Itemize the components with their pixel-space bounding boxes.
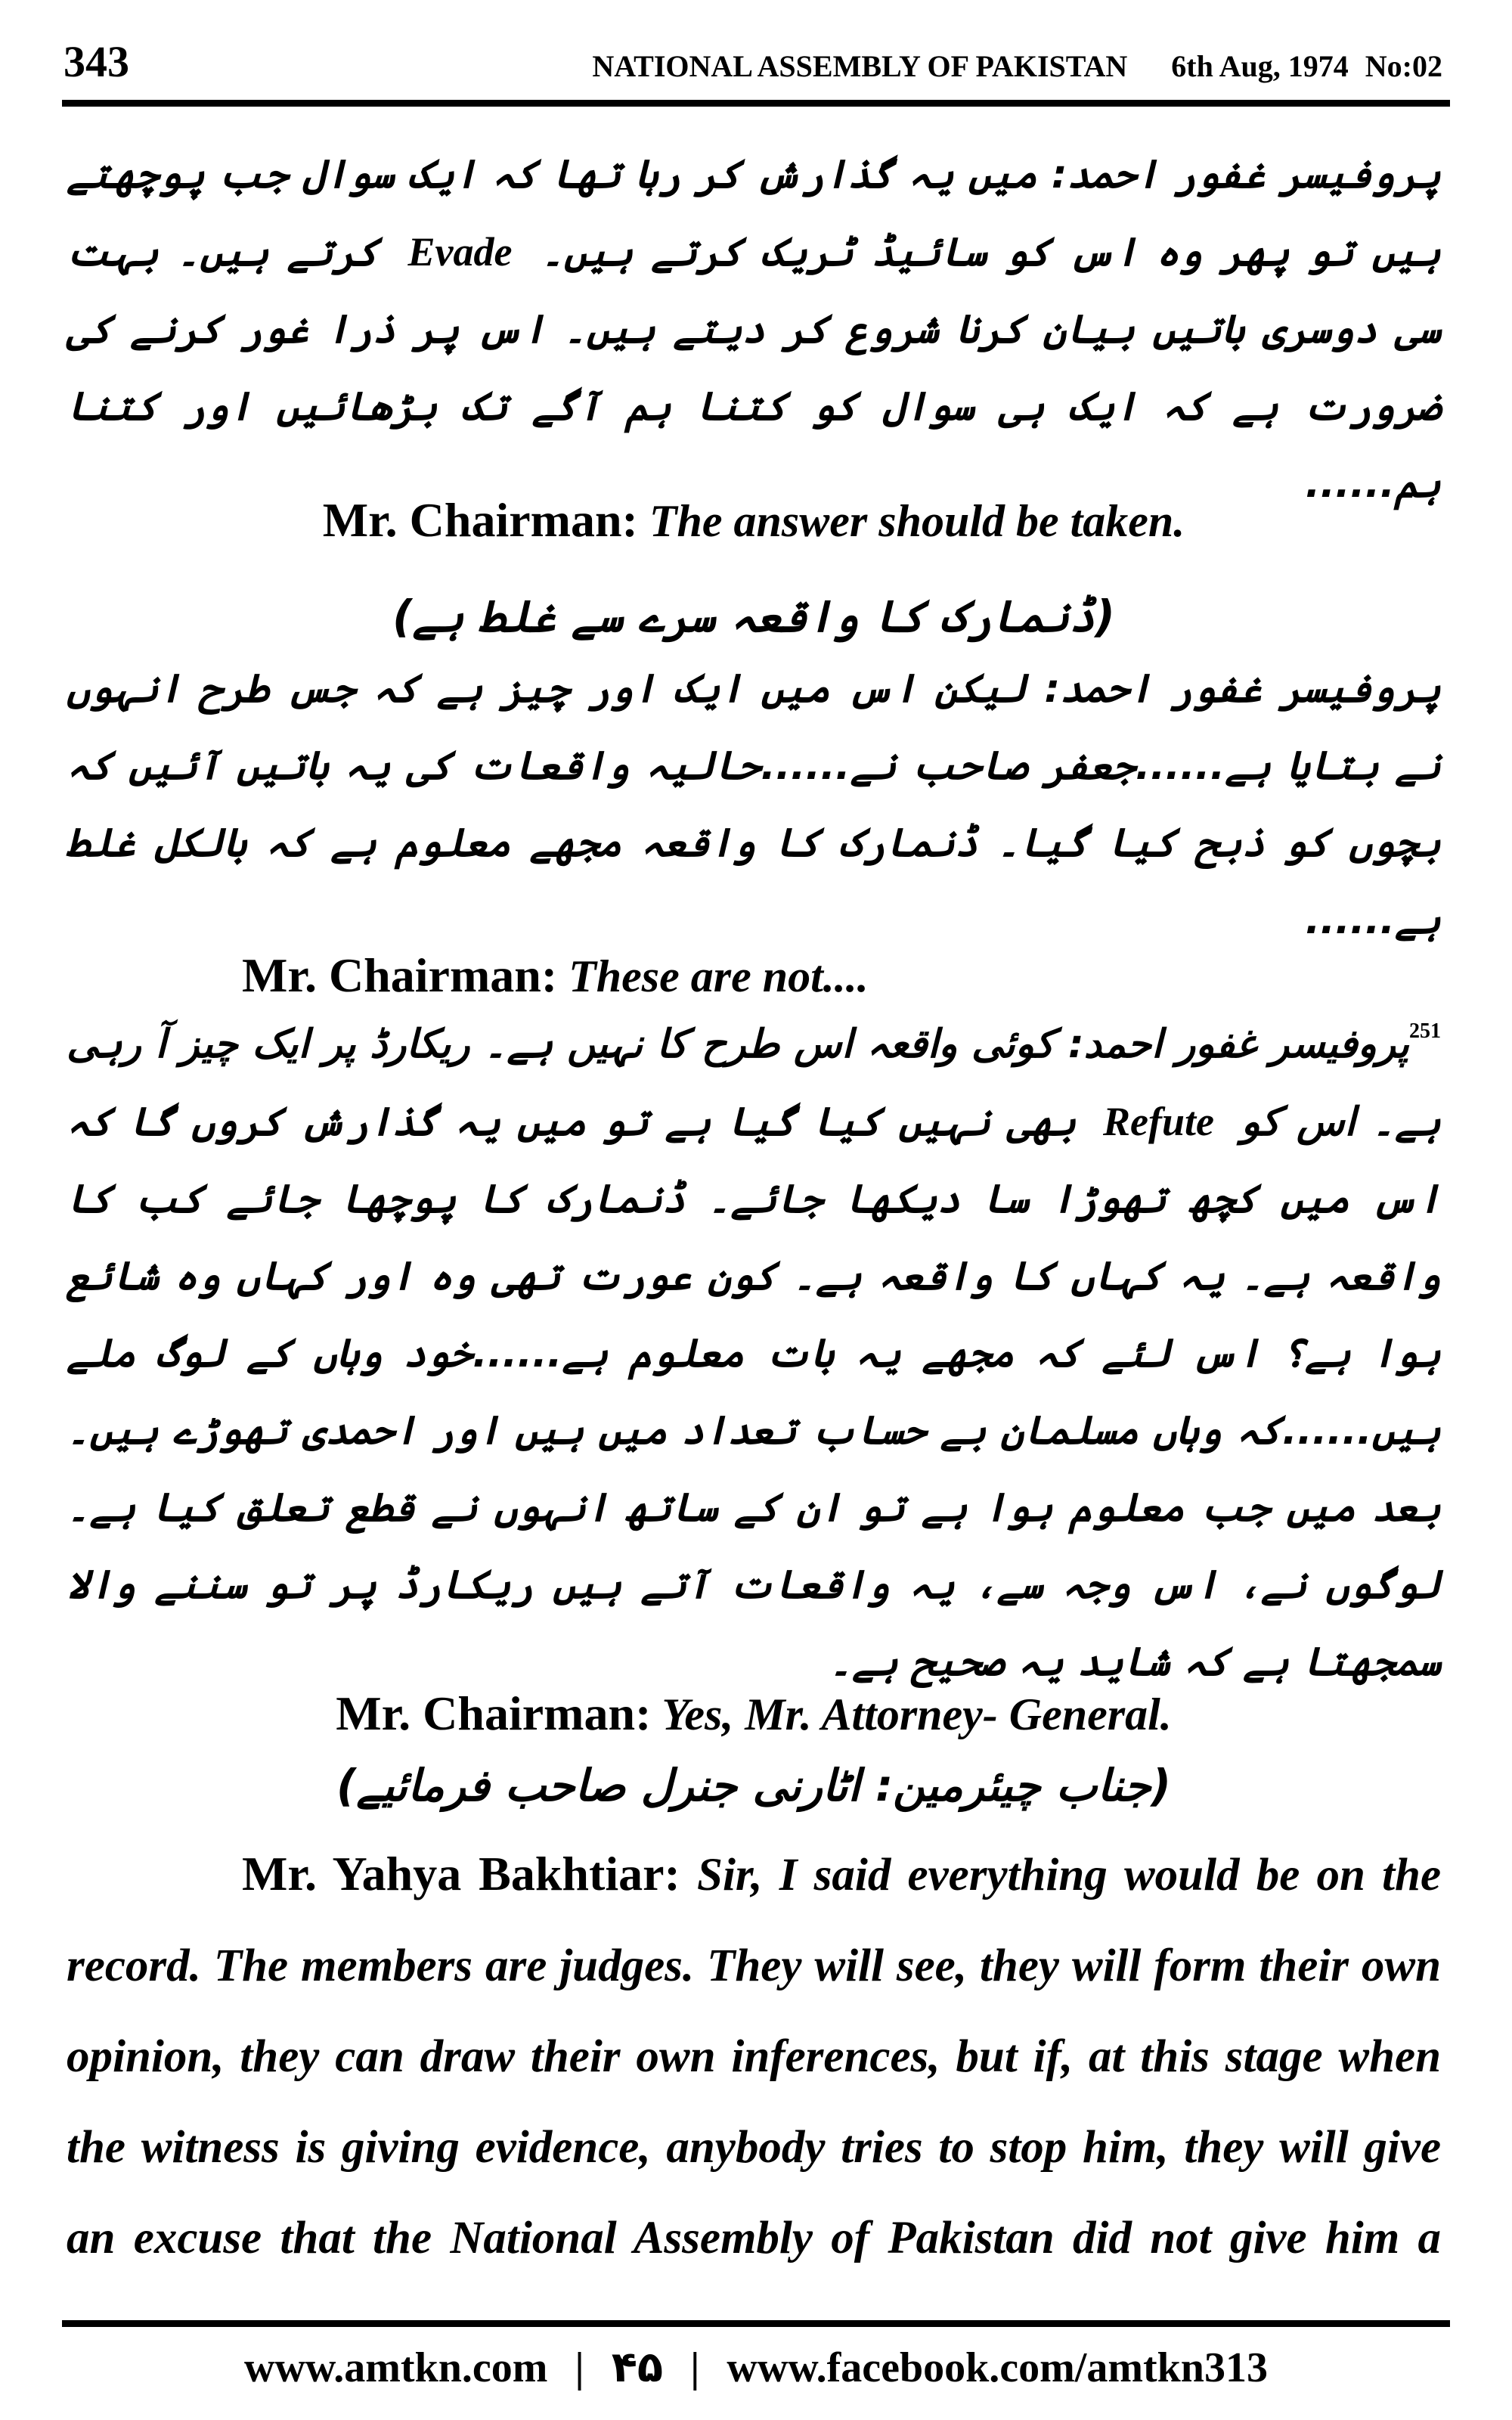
separator: | — [575, 2344, 584, 2391]
website-link[interactable]: www.amtkn.com — [244, 2344, 548, 2391]
speaker-name: پروفیسر غفور احمد: — [1044, 666, 1441, 712]
statement-line: be on the record. The members are judges. They will see, — [67, 1850, 1442, 1991]
paragraph-text: میں یہ گذارش کر رہا تھا کہ ایک سوال جب پوچھتے ہیں تو پھر وہ اس کو سائیڈ ٹریک کرتے ہیں۔ — [67, 152, 1442, 275]
speaker-name: Mr. Yahya Bakhtiar: — [242, 1847, 680, 1900]
paragraph-ghafoor-2 — [67, 650, 1441, 959]
statement-line: inferences, but if, at this stage when the witness is giving — [67, 2031, 1442, 2173]
yahya-bakhtiar-statement — [67, 1829, 1441, 2284]
running-head — [592, 48, 1442, 84]
issue-number: No:02 — [1365, 49, 1442, 83]
paragraph-text: لیکن اس میں ایک اور چیز ہے کہ جس طرح انہوں نے بتایا ہے......جعفر صاحب نے......حالیہ واقعات کی یہ باتیں آئیں کہ بچوں کو ذبح کیا گیا۔ ڈنمارک کا واقعہ مجھے معلوم ہے کہ بالکل غلط ہے...... — [67, 666, 1441, 943]
latin-term: Refute — [1103, 1099, 1215, 1144]
section-heading: (ڈنمارک کا واقعہ سرے سے غلط ہے) — [392, 591, 1115, 642]
footer-rule — [62, 2320, 1450, 2327]
paragraph-text: کوئی واقعہ اس طرح کا نہیں ہے۔ ریکارڈ پر ایک چیز آ رہی ہے۔ اس کو — [67, 1022, 1442, 1145]
speaker-name: Mr. Chairman: — [336, 1686, 652, 1740]
speaker-name: Mr. Chairman: — [242, 948, 558, 1002]
speaker-name: پروفیسر غفور احمد: — [1067, 1022, 1410, 1067]
facebook-link[interactable]: www.facebook.com/amtkn313 — [727, 2344, 1268, 2391]
session-date: 6th Aug, 1974 — [1171, 49, 1349, 83]
paragraph-text: کرتے ہیں۔ بہت سی دوسری باتیں بیان کرنا شروع کر دیتے ہیں۔ اس پر ذرا غور کرنے کی ضرورت ہے کہ ایک ہی سوال کو کتنا ہم آگے تک بڑھائیں اور کتنا ہم...... — [67, 230, 1441, 507]
page-number: 343 — [64, 37, 129, 86]
chairman-remark-3-urdu: (جناب چیئرمین: اٹارنی جنرل صاحب فرمائیے) — [336, 1760, 1172, 1811]
statement-line: Sir, I said everything would — [697, 1850, 1240, 1900]
chairman-remark-1 — [67, 490, 1441, 551]
paragraph-ghafoor-1 — [67, 136, 1441, 523]
statement-line: that the National Assembly of Pakistan did not give him a — [280, 2213, 1441, 2263]
remark-text: The answer should be taken. — [649, 496, 1185, 546]
remark-text: Yes, Mr. Attorney- General. — [662, 1689, 1172, 1739]
speaker-name: Mr. Chairman: — [322, 493, 638, 547]
header-rule — [62, 100, 1450, 107]
separator: | — [690, 2344, 700, 2391]
statement-line: evidence, anybody tries to stop him, they will give an excuse — [67, 2122, 1442, 2263]
chairman-remark-3 — [67, 1683, 1441, 1745]
chairman-remark-2 — [67, 945, 1441, 1007]
remark-text: These are not.... — [569, 951, 869, 1001]
urdu-page-number: ۴۵ — [611, 2343, 664, 2392]
page-header — [60, 30, 1452, 91]
statement-line: they will form their own opinion, they can draw their own — [67, 1941, 1442, 2082]
speaker-name: پروفیسر غفور احمد: — [1051, 152, 1441, 197]
paragraph-text: بھی نہیں کیا گیا ہے تو میں یہ گذارش کروں گا کہ اس میں کچھ تھوڑا سا دیکھا جائے۔ ڈنمارک کا پوچھا جائے کب کا واقعہ ہے۔ یہ کہاں کا واقعہ ہے۔ کون عورت تھی وہ اور کہاں وہ شائع ہوا ہے؟ اس لئے کہ مجھے یہ بات معلوم ہے......خود وہاں کے لوگ ملے ہیں......کہ وہاں مسلمان بے حساب تعداد میں ہیں اور احمدی تھوڑے ہیں۔ بعد میں جب معلوم ہوا ہے تو ان کے ساتھ انہوں نے قطع تعلق کیا ہے۔ لوگوں نے، اس وجہ سے، یہ واقعات آتے ہیں ریکارڈ پر تو سننے والا سمجھتا ہے کہ شاید یہ صحیح ہے۔ — [67, 1100, 1441, 1685]
footnote-number: 251 — [1409, 1019, 1442, 1043]
page-footer — [0, 2343, 1512, 2392]
assembly-name: NATIONAL ASSEMBLY OF PAKISTAN — [592, 49, 1128, 83]
paragraph-ghafoor-3 — [67, 1006, 1441, 1701]
latin-term: Evade — [407, 229, 513, 275]
